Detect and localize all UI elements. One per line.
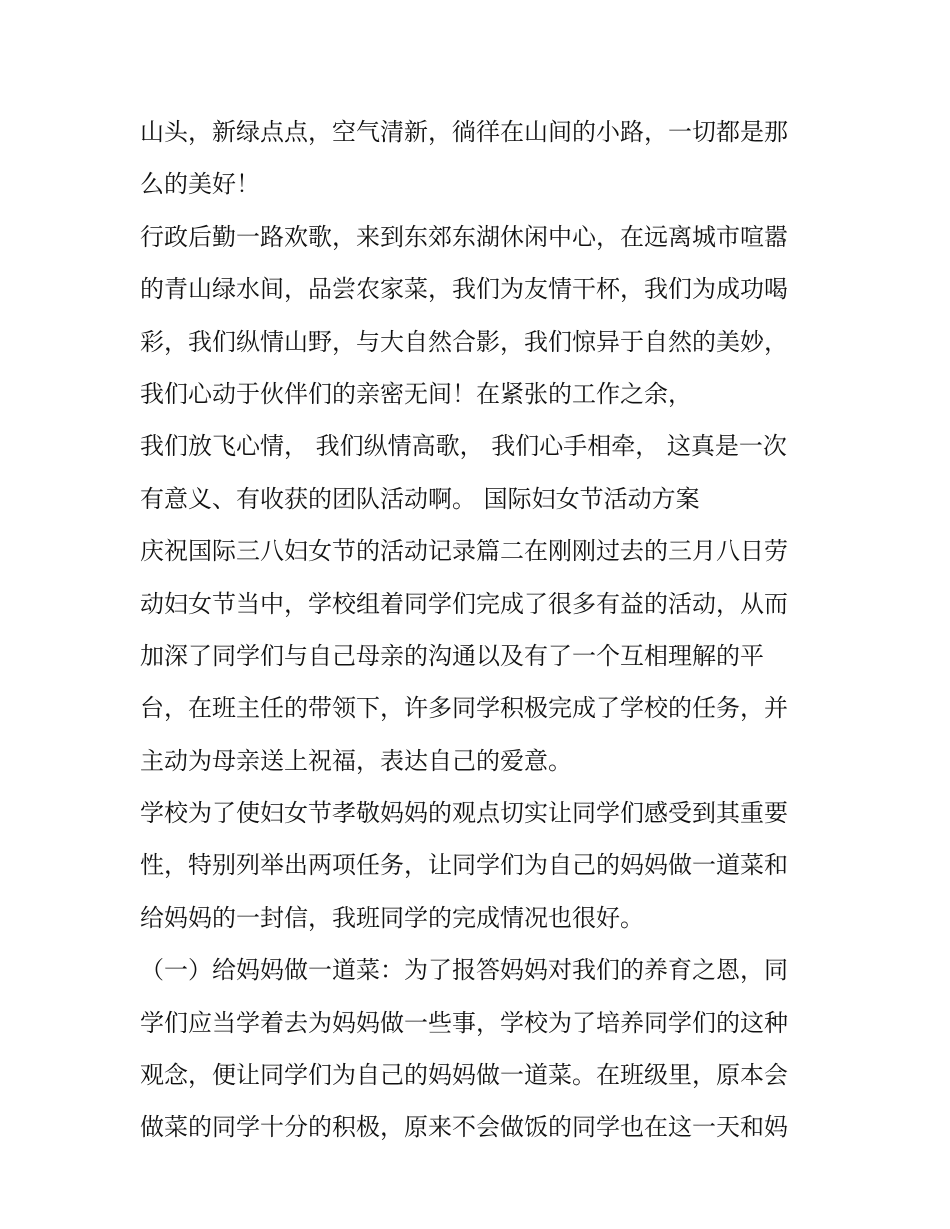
text-line: 加深了同学们与自己母亲的沟通以及有了一个互相理解的平: [140, 641, 764, 670]
text-line: 么的美好！: [140, 170, 260, 199]
text-line: 主动为母亲送上祝福，表达自己的爱意。: [140, 746, 572, 775]
text-line: 性，特别列举出两项任务，让同学们为自己的妈妈做一道菜和: [140, 851, 788, 880]
text-line: 给妈妈的一封信，我班同学的完成情况也很好。: [140, 903, 644, 932]
text-line: 行政后勤一路欢歌，来到东郊东湖休闲中心，在远离城市喧嚣: [140, 222, 788, 251]
text-line: 有意义、有收获的团队活动啊。 国际妇女节活动方案: [140, 484, 700, 513]
text-line: 我们放飞心情， 我们纵情高歌， 我们心手相牵， 这真是一次: [140, 432, 787, 461]
text-line: （一）给妈妈做一道菜：为了报答妈妈对我们的养育之恩，同: [140, 956, 788, 985]
text-line: 动妇女节当中，学校组着同学们完成了很多有益的活动，从而: [140, 589, 788, 618]
body-text: [140, 106, 820, 1154]
text-line: 的青山绿水间，品尝农家菜，我们为友情干杯，我们为成功喝: [140, 275, 788, 304]
text-line: 做菜的同学十分的积极，原来不会做饭的同学也在这一天和妈: [140, 1113, 788, 1142]
text-line: 庆祝国际三八妇女节的活动记录篇二在刚刚过去的三月八日劳: [140, 537, 788, 566]
text-line: 台，在班主任的带领下，许多同学积极完成了学校的任务，并: [140, 694, 788, 723]
text-line: 彩，我们纵情山野，与大自然合影，我们惊异于自然的美妙，: [140, 327, 788, 356]
text-line: 学们应当学着去为妈妈做一些事，学校为了培养同学们的这种: [140, 1008, 788, 1037]
text-line: 我们心动于伙伴们的亲密无间！在紧张的工作之余，: [140, 379, 692, 408]
text-line: 观念，便让同学们为自己的妈妈做一道菜。在班级里，原本会: [140, 1061, 788, 1090]
text-line: 山头，新绿点点，空气清新，徜徉在山间的小路，一切都是那: [140, 118, 788, 146]
text-line: 学校为了使妇女节孝敬妈妈的观点切实让同学们感受到其重要: [140, 799, 788, 828]
